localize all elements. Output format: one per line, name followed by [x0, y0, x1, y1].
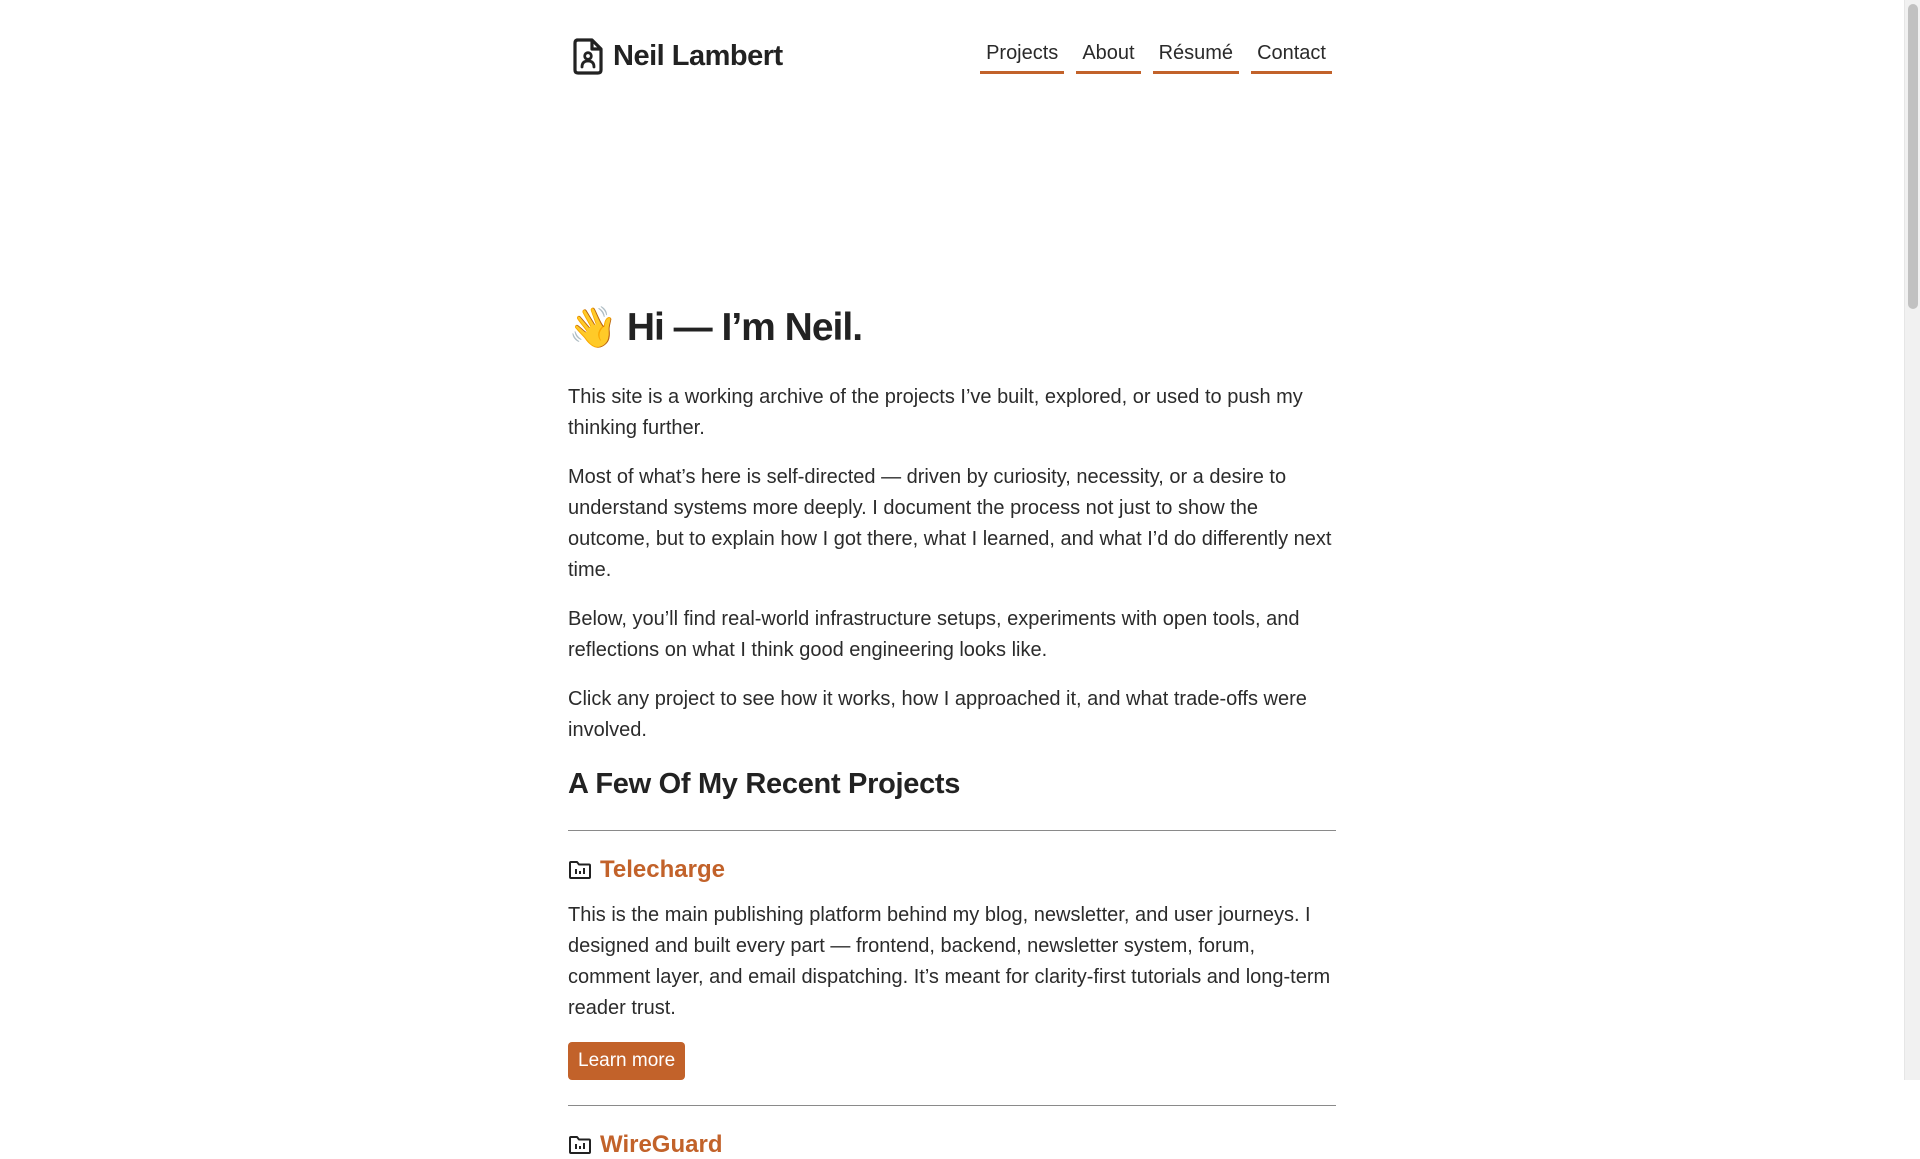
- project-card: [568, 856, 1336, 1080]
- page-scrollbar[interactable]: [1904, 0, 1920, 1080]
- scrollbar-thumb[interactable]: [1908, 4, 1918, 309]
- waving-hand-icon: 👋: [568, 306, 617, 350]
- project-heading: [568, 856, 1336, 884]
- intro-paragraph: Most of what’s here is self-directed — driven by curiosity, necessity, or a desire to understand systems more deeply. I document the process not just to show the outcome, but to explain how I got there, what I learned, and what I’d do differently next time.: [568, 466, 1332, 581]
- main-nav: [980, 38, 1332, 74]
- project-heading: [568, 1131, 1336, 1159]
- folder-chart-icon: [568, 860, 592, 880]
- nav-link-resume[interactable]: Résumé: [1153, 38, 1239, 74]
- site-header: [568, 0, 1336, 110]
- section-title: A Few Of My Recent Projects: [568, 768, 961, 800]
- nav-link-about[interactable]: About: [1076, 38, 1140, 74]
- brand-name: Neil Lambert: [613, 39, 783, 72]
- intro-paragraph: Below, you’ll find real-world infrastructure setups, experiments with open tools, and reflections on what I think good engineering looks like.: [568, 608, 1300, 661]
- intro-paragraph: This site is a working archive of the projects I’ve built, explored, or used to push my thinking further.: [568, 386, 1303, 439]
- divider: [568, 1105, 1336, 1106]
- folder-chart-icon: [568, 1135, 592, 1155]
- project-title-link[interactable]: WireGuard: [600, 1131, 723, 1158]
- project-card: [568, 1131, 1336, 1159]
- page-title: [568, 306, 862, 350]
- page-title-text: Hi — I’m Neil.: [626, 306, 863, 349]
- project-title-link[interactable]: Telecharge: [600, 856, 725, 883]
- nav-link-projects[interactable]: Projects: [980, 38, 1064, 74]
- intro-text: [568, 382, 1336, 764]
- intro-paragraph: Click any project to see how it works, how I approached it, and what trade-offs were involved.: [568, 688, 1307, 741]
- brand-link[interactable]: [571, 36, 783, 76]
- nav-link-contact[interactable]: Contact: [1251, 38, 1332, 74]
- divider: [568, 830, 1336, 831]
- content-column: [568, 0, 1336, 1158]
- project-description: This is the main publishing platform behind my blog, newsletter, and user journeys. I designed and built every part — frontend, backend, newsletter system, forum, comment layer, and email dispatching. It’s meant for clarity-first tutorials and long-term reader trust.: [568, 904, 1331, 1019]
- document-person-icon: [571, 36, 605, 76]
- learn-more-button[interactable]: Learn more: [568, 1042, 685, 1080]
